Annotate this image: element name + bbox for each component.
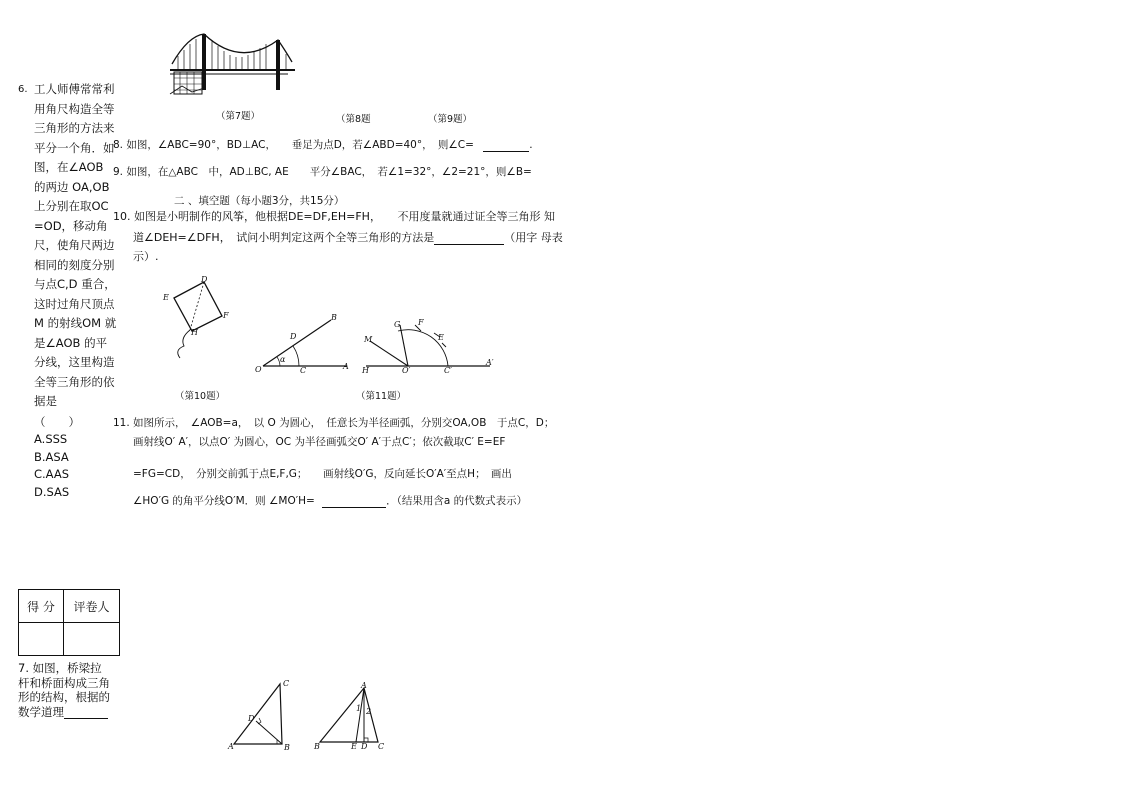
question-10-line3: 示）. <box>133 250 159 263</box>
grader-cell[interactable] <box>64 623 120 656</box>
label-kite-h: H <box>191 328 198 337</box>
label-fig9-2: 2 <box>366 707 372 716</box>
question-11-line4 <box>133 493 527 508</box>
fig9-triangle <box>312 680 392 752</box>
caption-fig7: （第7题） <box>216 111 261 122</box>
angle-aob-figure <box>255 312 355 374</box>
label-fig9-a: A <box>361 681 367 690</box>
label-fig9-c: C <box>378 742 385 751</box>
label-arc-o-prime: O′ <box>402 366 411 375</box>
grader-header: 评卷人 <box>64 590 120 623</box>
question-10-line2 <box>133 229 563 245</box>
option-a: A.SSS <box>34 432 68 446</box>
label-fig9-b: B <box>314 742 320 751</box>
question-10-line2-tail: （用字 母表 <box>504 231 563 244</box>
question-10-line1: 10. 如图是小明制作的风筝，他根据DE=DF,EH=FH， 不用度量就通过证全等三角形 知 <box>113 210 555 223</box>
label-fig8-c: C <box>283 679 290 688</box>
section-2-heading: 二 、填空题（每小题3分，共15分） <box>174 195 345 207</box>
label-kite-e: E <box>163 293 169 302</box>
question-7 <box>18 661 110 719</box>
label-fig9-e: E <box>351 742 357 751</box>
question-11-line1: 11. 如图所示， ∠AOB=a， 以 O 为圆心， 任意长为半径画弧，分别交OA,OB 于点C，D； <box>113 417 555 429</box>
question-11-line3: =FG=CD， 分别交前弧于点E,F,G； 画射线O′G，反向延长O′A′至点H； 画出 <box>133 468 512 480</box>
caption-fig10: （第10题） <box>175 391 226 402</box>
bridge-illustration <box>170 28 295 98</box>
option-b: B.ASA <box>34 449 69 464</box>
question-7-text: 7. 如图，桥梁拉杆和桥面构成三角形的结构，根据的数学道理 <box>18 661 110 719</box>
score-table <box>18 589 120 656</box>
label-angle-alpha: α <box>280 355 286 364</box>
label-fig8-b: B <box>284 743 290 752</box>
label-angle-b: B <box>331 313 337 322</box>
question-8-answer-blank[interactable] <box>483 139 529 152</box>
option-d: D.SAS <box>34 484 70 499</box>
question-7-answer-blank[interactable] <box>64 706 108 719</box>
label-fig8-d: D <box>248 714 255 723</box>
label-fig9-d: D <box>361 742 368 751</box>
question-6-number: 6. <box>18 84 28 95</box>
label-arc-g: G <box>394 320 401 329</box>
arc-construction-figure <box>358 315 498 375</box>
label-kite-f: F <box>223 311 229 320</box>
caption-fig11: （第11题） <box>356 391 407 402</box>
label-angle-d: D <box>290 332 297 341</box>
question-10-line2-text: 道∠DEH=∠DFH， 试问小明判定这两个全等三角形的方法是 <box>133 231 435 244</box>
kite-figure <box>160 276 240 360</box>
question-6-paren: （ ） <box>34 414 80 429</box>
option-c: C.AAS <box>34 467 70 481</box>
fig8-triangle <box>226 678 296 752</box>
label-fig8-a: A <box>228 742 234 751</box>
caption-fig8: （第8题 <box>336 114 371 125</box>
score-cell[interactable] <box>19 623 64 656</box>
question-8-text: 8. 如图，∠ABC=90°，BD⊥AC， 垂足为点D，若∠ABD=40°， 则∠C= <box>113 139 474 151</box>
label-arc-f: F <box>418 318 424 327</box>
label-angle-o: O <box>255 365 262 374</box>
question-6-text: 工人师傅常常利用角尺构造全等三角形的方法来平分一个角．如图，在∠AOB 的两边 OA,OB 上分别在取OC=OD，移动角尺，使角尺两边相同的刻度分别与点C,D 重合，这时过角尺顶点M 的射线OM 就是∠AOB 的平分线，这里构造全等三角形的依 据是 <box>34 82 117 408</box>
label-arc-e: E <box>438 333 444 342</box>
question-8: 8. 如图，∠ABC=90°，BD⊥AC， 垂足为点D，若∠ABD=40°， 则∠C= . <box>113 139 533 151</box>
question-11-line2: 画射线O′ A′，以点O′ 为圆心，OC 为半径画弧交O′ A′于点C′；依次截取C′ E=EF <box>133 436 506 448</box>
label-arc-m: M <box>364 335 373 344</box>
question-9: 9. 如图，在△ABC 中，AD⊥BC, AE 平分∠BAC， 若∠1=32°，∠2=21°，则∠B= <box>113 166 532 178</box>
label-arc-h: H <box>362 366 369 375</box>
question-10-answer-blank[interactable] <box>434 232 504 245</box>
label-kite-d: D <box>201 275 208 284</box>
caption-fig9: （第9题） <box>428 114 473 125</box>
label-fig9-1: 1 <box>356 704 362 713</box>
label-arc-c-prime: C′ <box>444 366 452 375</box>
question-6-options <box>34 414 118 502</box>
question-11-line4-tail: ．（结果用含a 的代数式表示） <box>386 495 528 507</box>
label-angle-a: A <box>343 362 349 371</box>
question-11-answer-blank[interactable] <box>322 495 386 508</box>
label-arc-a-prime: A′ <box>486 358 494 367</box>
score-header: 得 分 <box>19 590 64 623</box>
question-11-line4-text: ∠HO′G 的角平分线O′M．则 ∠MO′H= <box>133 495 315 507</box>
question-6 <box>18 80 118 501</box>
label-angle-c: C <box>300 366 307 375</box>
